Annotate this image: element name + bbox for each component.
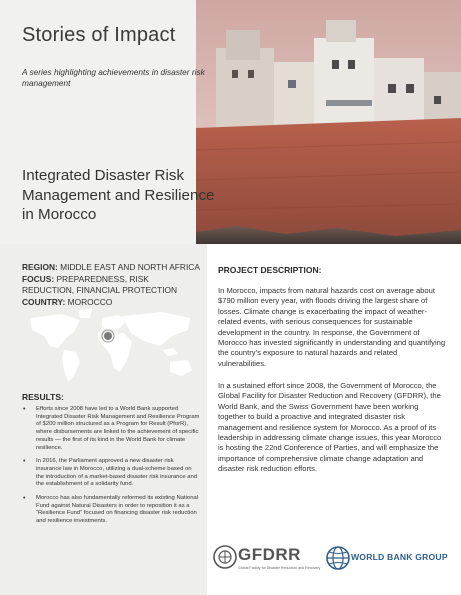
- results-heading: RESULTS:: [22, 392, 64, 402]
- project-description-heading: PROJECT DESCRIPTION:: [218, 265, 322, 275]
- focus-line: [22, 274, 200, 297]
- list-item: • Efforts since 2008 have led to a World Bank supported Integrated Disaster Risk Management and Resilience Program of $200 million structured as a Program for Result (PforR), where disbursements are linked to the achievement of specific results — the first of its kind in the World Bank for climate resilience.: [22, 406, 200, 452]
- list-item: • Morocco has also fundamentally reformed its existing National Fund against Natural Disasters in order to reposition it as a “Resilience Fund” focused on financing disaster risk reduction and resilience investments.: [22, 495, 200, 526]
- region-label: REGION:: [22, 262, 58, 272]
- series-subtitle: A series highlighting achievements in disaster risk management: [22, 67, 205, 88]
- region-line: [22, 262, 200, 274]
- results-list: [22, 406, 200, 532]
- list-item: • In 2016, the Parliament approved a new disaster risk insurance law in Morocco, utilizing a dual-scheme based on the introduction of a market-based disaster risk insurance and the establishment of a solidarity fund.: [22, 458, 200, 489]
- project-paragraph-2: In a sustained effort since 2008, the Government of Morocco, the Global Facility for Disaster Reduction and Recovery (GFDRR), the World Bank, and the Swiss Government have been working together to build a proactive and integrated disaster risk management and resilience system for Morocco. As a proof of its leadership in addressing climate change issues, this year Morocco is hosting the 22nd Conference of Parties, and will emphasize the importance of comprehensive climate change adaptation and disaster risk reduction efforts.: [218, 381, 442, 474]
- country-label: COUNTRY:: [22, 296, 66, 307]
- gfdrr-name: GFDRR: [238, 545, 301, 564]
- project-paragraph-1: In Morocco, impacts from natural hazards cost on average about $790 million every year, with floods driving the largest share of losses. Climate change is exacerbating the impact of weather-related events, with serious consequences for sustainable development in the country. In response, the Government of Morocco has invested significantly in understanding and quantifying the country’s exposure to natural hazards and related vulnerabilities.: [218, 286, 446, 368]
- world-bank-group-name: WORLD BANK GROUP: [351, 552, 448, 562]
- region-value: MIDDLE EAST AND NORTH AFRICA: [60, 262, 200, 272]
- focus-label: FOCUS:: [22, 273, 55, 284]
- hero-banner: [0, 0, 461, 244]
- gfdrr-tagline: Global Facility for Disaster Reduction and Recovery: [238, 566, 321, 570]
- project-metadata: [22, 262, 200, 308]
- document-title: Integrated Disaster Risk Management and Resilience in Morocco: [22, 167, 215, 223]
- world-map-icon: [22, 306, 202, 386]
- essaouira-photo: [196, 0, 461, 244]
- country-value: MOROCCO: [67, 296, 113, 307]
- series-title: Stories of Impact: [22, 24, 176, 46]
- focus-value: PREPAREDNESS, RISK REDUCTION, FINANCIAL PROTECTION: [22, 273, 178, 295]
